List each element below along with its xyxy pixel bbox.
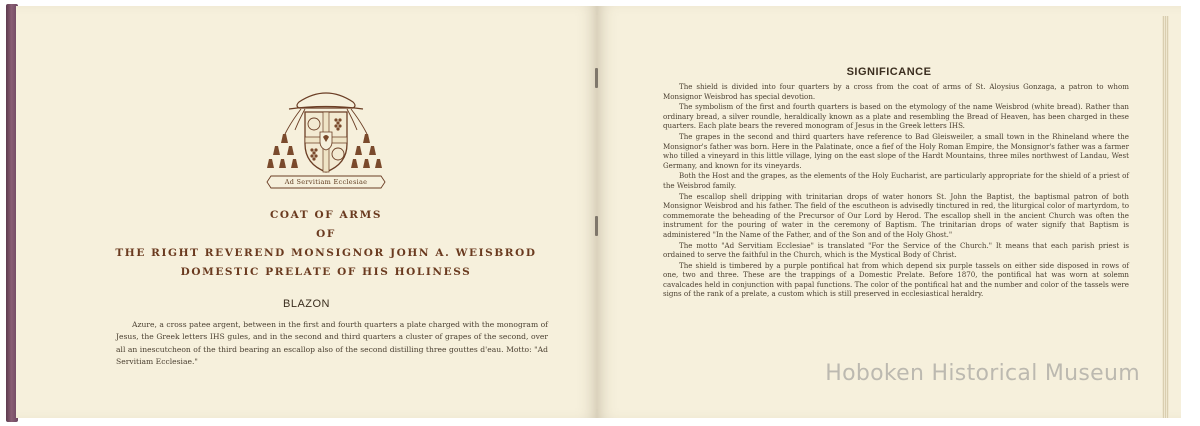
coat-of-arms-heading	[56, 206, 596, 282]
significance-paragraph: The grapes in the second and third quarters have reference to Bad Gleisweiler, a small town in the Rhineland where the Monsignor's father was born. Here in the Palatinate, once a fief of the Holy Roman Empire, the Monsignor's father was a farmer who tilled a vineyard in this little village, lying on the east slope of the Hardt Mountains, three miles northwest of Landau, West Germany, and known for its vineyards.	[663, 131, 1129, 170]
significance-body	[663, 82, 1129, 300]
page-edges	[1162, 16, 1169, 418]
significance-paragraph: The escallop shell dripping with trinitarian drops of water honors St. John the Baptist, the baptismal patron of both Monsignor Weisbrod and his father. The field of the escutheon is advisedly tinctured in red, the liturgical color of martyrdom, to commemorate the beheading of the Precursor of Our Lord by Herod. The escallop shell in the ancient Church was often the instrument for the pouring of water in the ceremony of Baptism. The trinitarian drops of water signify that Baptism is administered "In the Name of the Father, and of the Son and of the Holy Ghost."	[663, 191, 1129, 239]
right-page	[597, 6, 1181, 418]
heading-line: DOMESTIC PRELATE OF HIS HOLINESS	[180, 266, 472, 278]
heading-line: COAT OF ARMS	[269, 209, 383, 221]
significance-paragraph: The shield is divided into four quarters by a cross from the coat of arms of St. Aloysius Gonzaga, a patron to whom Monsignor Weisbrod has special devotion.	[663, 82, 1129, 101]
motto-scroll-text: Ad Servitiam Ecclesiae	[284, 178, 368, 186]
heading-line: OF	[316, 228, 336, 240]
staple	[595, 216, 598, 236]
blazon-text: Azure, a cross patee argent, between in the first and fourth quarters a plate charged with the monogram of Jesus, the Greek letters IHS gules, and in the second and third quarters a cluster of grapes of the second, over all an inescutcheon of the third bearing an escallop also of the second distilling three gouttes d'eau. Motto: "Ad Servitiam Ecclesiae."	[116, 320, 548, 367]
museum-watermark: Hoboken Historical Museum	[825, 361, 1140, 386]
significance-paragraph: The symbolism of the first and fourth quarters is based on the etymology of the name Weisbrod (white bread). Rather than ordinary bread, a silver roundle, heraldically known as a plate and resembling the Bread of Heaven, has been charged in these quarters. Each plate bears the revered monogram of Jesus in the Greek letters IHS.	[663, 102, 1129, 131]
coat-of-arms-image	[261, 82, 391, 200]
left-page	[16, 6, 597, 418]
significance-paragraph: Both the Host and the grapes, as the elements of the Holy Eucharist, are particularly appropriate for the shield of a priest of the Weisbrod family.	[663, 171, 1129, 190]
significance-title: SIGNIFICANCE	[846, 66, 932, 78]
blazon-title: BLAZON	[282, 298, 330, 310]
significance-paragraph: The motto "Ad Servitiam Ecclesiae" is translated "For the Service of the Church." It means that each parish priest is ordained to serve the faithful in the Church, which is the Mystical Body of Christ.	[663, 240, 1129, 260]
heading-line: THE RIGHT REVEREND MONSIGNOR JOHN A. WEISBROD	[115, 247, 537, 259]
staple	[595, 68, 598, 88]
significance-paragraph: The shield is timbered by a purple pontifical hat from which depend six purple tassels on either side disposed in rows of one, two and three. These are the trappings of a Domestic Prelate. Before 1870, the pontifical hat was worn at solemn cavalcades held in conjunction with papal functions. The color of the pontifical hat and the number and color of the tassels were signs of the rank of a prelate, a custom which is still preserved in ecclesiastical heraldry.	[663, 260, 1129, 299]
